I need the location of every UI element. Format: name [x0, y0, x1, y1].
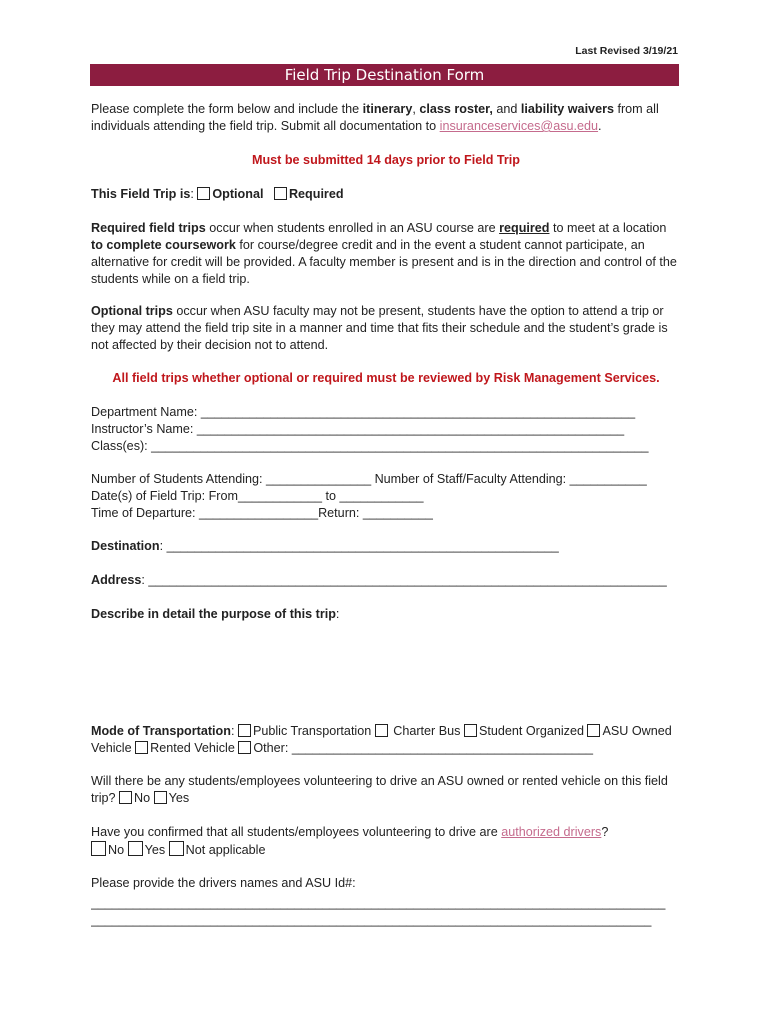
purpose-label: Describe in detail the purpose of this trip: [91, 607, 336, 621]
not-applicable-label: Not applicable: [185, 843, 266, 857]
attendance-counts-field[interactable]: Number of Students Attending: _______________ Number of Staff/Faculty Attending: ___________: [91, 472, 647, 486]
liability-waivers-term: liability waivers: [520, 102, 614, 116]
address-field[interactable]: [91, 572, 681, 589]
rented-vehicle-checkbox[interactable]: [135, 741, 148, 754]
optional-checkbox[interactable]: [197, 187, 210, 200]
address-label: Address: [91, 573, 142, 587]
required-label: Required: [288, 187, 344, 201]
authorized-drivers-question: [91, 824, 681, 859]
destination-label: Destination: [91, 539, 160, 553]
purpose-answer-area[interactable]: [91, 626, 681, 718]
drivers-line-2[interactable]: ________________________________________________________________________________: [91, 913, 652, 927]
intro-separator: ,: [412, 102, 420, 116]
asu-owned-vehicle-label: ASU Owned Vehicle: [91, 724, 672, 755]
destination-field[interactable]: [91, 538, 681, 555]
drivers-prompt: Please provide the drivers names and ASU Id#:: [91, 876, 356, 890]
trip-type-label: This Field Trip is: [91, 187, 191, 201]
volunteer-no-label: No: [134, 791, 154, 805]
purpose-colon: :: [335, 607, 340, 621]
rented-vehicle-label: Rented Vehicle: [150, 741, 239, 755]
transportation-row: [91, 723, 681, 757]
trip-dates-field[interactable]: Date(s) of Field Trip: From____________ to ____________: [91, 489, 424, 503]
intro-text: from all individuals attending the field trip. Submit all documentation to: [91, 102, 659, 133]
volunteer-driver-question: [91, 773, 681, 807]
question-mark: ?: [601, 825, 609, 839]
form-title-banner: Field Trip Destination Form: [90, 64, 679, 86]
intro-paragraph: [91, 101, 681, 135]
intro-period: .: [598, 119, 602, 133]
destination-line[interactable]: : ________________________________________________________: [159, 539, 559, 553]
public-transportation-label: Public Transportation: [252, 724, 372, 738]
definition-text: occur when ASU faculty may not be present, students have the option to attend a trip or they may attend the field trip site in a manner and time that fits their schedule and the student’s grade is not affected by their decision not to attend.: [91, 304, 668, 352]
required-trips-term: Required field trips: [91, 221, 206, 235]
volunteer-no-checkbox[interactable]: [119, 791, 132, 804]
classes-field[interactable]: Class(es): _______________________________________________________________________: [91, 439, 649, 453]
transportation-label: Mode of Transportation: [91, 724, 231, 738]
definition-text: to meet at a location: [549, 221, 667, 235]
last-revised-date: Last Revised 3/19/21: [575, 45, 678, 57]
intro-text: Please complete the form below and include the: [91, 102, 363, 116]
address-line[interactable]: : __________________________________________________________________________: [141, 573, 667, 587]
review-notice: All field trips whether optional or required must be reviewed by Risk Management Services.: [112, 371, 660, 385]
optional-trips-term: Optional trips: [91, 304, 173, 318]
public-transportation-checkbox[interactable]: [238, 724, 251, 737]
volunteer-question-text: Will there be any students/employees volunteering to drive an ASU owned or rented vehicle on this field trip?: [91, 774, 668, 805]
authorized-question-text: Have you confirmed that all students/employees volunteering to drive are: [91, 825, 502, 839]
class-roster-term: class roster,: [419, 102, 493, 116]
trip-type-row: [91, 186, 681, 203]
definition-text: occur when students enrolled in an ASU course are: [205, 221, 500, 235]
deadline-notice: Must be submitted 14 days prior to Field Trip: [251, 153, 520, 167]
student-organized-checkbox[interactable]: [464, 724, 477, 737]
authorized-yes-checkbox[interactable]: [128, 841, 143, 856]
asu-owned-vehicle-checkbox[interactable]: [587, 724, 600, 737]
authorized-no-checkbox[interactable]: [91, 841, 106, 856]
coursework-term: to complete coursework: [91, 238, 236, 252]
trip-type-colon: :: [190, 187, 194, 201]
authorized-yes-label: Yes: [144, 843, 169, 857]
required-checkbox[interactable]: [274, 187, 287, 200]
student-organized-label: Student Organized: [478, 724, 588, 738]
purpose-prompt: [91, 606, 681, 623]
itinerary-term: itinerary: [362, 102, 413, 116]
optional-trips-definition: [91, 303, 681, 354]
required-trips-definition: [91, 220, 681, 288]
other-transportation-field[interactable]: Other: ___________________________________________: [253, 741, 593, 755]
transportation-colon: :: [230, 724, 238, 738]
optional-label: Optional: [212, 187, 264, 201]
charter-bus-checkbox[interactable]: [375, 724, 388, 737]
not-applicable-checkbox[interactable]: [169, 841, 184, 856]
authorized-drivers-link[interactable]: authorized drivers: [501, 825, 602, 839]
definition-text: for course/degree credit and in the event a student cannot participate, an alternative for credit will be provided. A faculty member is present and is in the direction and control of the students while on a field trip.: [91, 238, 677, 286]
department-name-field[interactable]: Department Name: ______________________________________________________________: [91, 405, 636, 419]
email-link[interactable]: insuranceservices@asu.edu: [439, 119, 599, 133]
required-emphasis: required: [499, 221, 550, 235]
charter-bus-label: Charter Bus: [389, 724, 464, 738]
intro-separator: and: [492, 102, 521, 116]
authorized-no-label: No: [108, 843, 128, 857]
drivers-line-1[interactable]: __________________________________________________________________________________: [91, 896, 666, 910]
other-checkbox[interactable]: [238, 741, 251, 754]
volunteer-yes-checkbox[interactable]: [154, 791, 167, 804]
volunteer-yes-label: Yes: [168, 791, 190, 805]
departure-return-field[interactable]: Time of Departure: _________________Return: __________: [91, 506, 433, 520]
instructor-name-field[interactable]: Instructor’s Name: _____________________________________________________________: [91, 422, 625, 436]
